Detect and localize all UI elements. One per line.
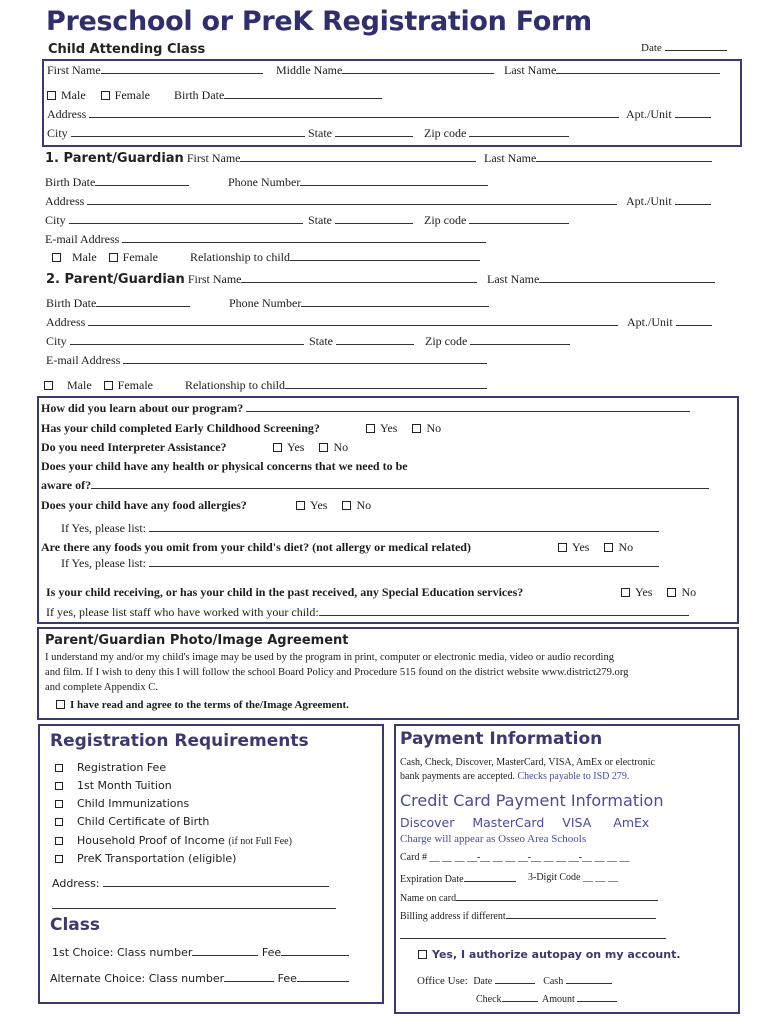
- checkbox-icon[interactable]: [55, 855, 63, 863]
- photo-heading: Parent/Guardian Photo/Image Agreement: [45, 633, 349, 648]
- parent1-zip-field[interactable]: Zip code: [424, 213, 569, 228]
- no-checkbox[interactable]: [342, 501, 351, 510]
- autopay-checkbox[interactable]: Yes, I authorize autopay on my account.: [418, 948, 681, 961]
- no-checkbox[interactable]: [604, 543, 613, 552]
- ec-screening-options[interactable]: Yes No: [366, 421, 441, 436]
- req-item[interactable]: Child Certificate of Birth: [55, 815, 209, 828]
- female-checkbox[interactable]: [104, 381, 113, 390]
- parent2-email-field[interactable]: E-mail Address: [46, 353, 487, 368]
- parent1-phone-field[interactable]: Phone Number: [228, 175, 488, 190]
- parent2-relationship-field[interactable]: Relationship to child: [185, 378, 487, 393]
- checkbox-icon[interactable]: [55, 837, 63, 845]
- child-gender[interactable]: Male Female: [47, 88, 150, 103]
- male-checkbox[interactable]: [47, 91, 56, 100]
- parent2-last-name-field[interactable]: Last Name: [487, 272, 715, 287]
- amex-label: AmEx: [613, 815, 650, 830]
- child-last-name-field[interactable]: Last Name: [504, 63, 720, 78]
- req-item[interactable]: Child Immunizations: [55, 797, 189, 810]
- visa-label: VISA: [562, 815, 592, 830]
- child-first-name-field[interactable]: First Name: [47, 63, 263, 78]
- health-question: Does your child have any health or physical concerns that we need to be: [41, 459, 408, 473]
- photo-text-1: I understand my and/or my child's image may be used by the program in print, computer or electronic media, video or audio recording: [45, 652, 615, 663]
- parent1-address-field[interactable]: Address: [45, 194, 617, 209]
- checkbox-icon[interactable]: [55, 782, 63, 790]
- parent1-name-row: 1. Parent/Guardian First Name: [45, 151, 476, 166]
- child-heading: Child Attending Class: [48, 42, 206, 57]
- parent2-name-row: 2. Parent/Guardian First Name: [46, 272, 477, 287]
- yes-checkbox[interactable]: [621, 588, 630, 597]
- payment-methods-2: bank payments are accepted. Checks payable to ISD 279.: [400, 771, 630, 782]
- parent2-city-field[interactable]: City: [46, 334, 304, 349]
- photo-agree-checkbox[interactable]: I have read and agree to the terms of the/Image Agreement.: [56, 699, 349, 711]
- req-item[interactable]: PreK Transportation (eligible): [55, 852, 236, 865]
- health-answer[interactable]: aware of?: [41, 478, 709, 493]
- special-ed-options[interactable]: Yes No: [621, 585, 696, 600]
- date-field[interactable]: Date: [641, 41, 727, 54]
- allergies-question: Does your child have any food allergies?: [41, 498, 247, 512]
- agree-checkbox[interactable]: [56, 700, 65, 709]
- child-state-field[interactable]: State: [308, 126, 413, 141]
- parent1-birth-date-field[interactable]: Birth Date: [45, 175, 189, 190]
- payment-heading: Payment Information: [400, 729, 603, 749]
- omit-foods-options[interactable]: Yes No: [558, 540, 633, 555]
- allergies-options[interactable]: Yes No: [296, 498, 371, 513]
- parent2-phone-field[interactable]: Phone Number: [229, 296, 489, 311]
- parent1-relationship-field[interactable]: Relationship to child: [190, 250, 480, 265]
- name-on-card-field[interactable]: Name on card: [400, 891, 658, 904]
- child-middle-name-field[interactable]: Middle Name: [276, 63, 494, 78]
- billing-field[interactable]: Billing address if different: [400, 909, 656, 922]
- child-apt-field[interactable]: Apt./Unit: [626, 107, 711, 122]
- parent2-zip-field[interactable]: Zip code: [425, 334, 570, 349]
- yes-checkbox[interactable]: [558, 543, 567, 552]
- interpreter-question: Do you need Interpreter Assistance?: [41, 440, 227, 454]
- payable-note: Checks payable to ISD 279.: [517, 771, 630, 782]
- office-use-row: Office Use: Date Cash: [417, 974, 612, 987]
- parent2-state-field[interactable]: State: [309, 334, 414, 349]
- req-item[interactable]: Registration Fee: [55, 761, 166, 774]
- cc-heading: Credit Card Payment Information: [400, 791, 664, 810]
- requirements-heading: Registration Requirements: [50, 731, 309, 751]
- yes-checkbox[interactable]: [366, 424, 375, 433]
- child-birth-date-field[interactable]: Birth Date: [174, 88, 382, 103]
- parent2-apt-field[interactable]: Apt./Unit: [627, 315, 712, 330]
- req-item[interactable]: 1st Month Tuition: [55, 779, 172, 792]
- no-checkbox[interactable]: [412, 424, 421, 433]
- parent2-gender[interactable]: Male Female: [44, 378, 153, 393]
- class-alt-choice[interactable]: Alternate Choice: Class number Fee: [50, 972, 349, 985]
- learn-question[interactable]: How did you learn about our program?: [41, 401, 690, 416]
- expiration-field[interactable]: Expiration Date: [400, 872, 516, 885]
- parent1-state-field[interactable]: State: [308, 213, 413, 228]
- class-first-choice[interactable]: 1st Choice: Class number Fee: [52, 946, 349, 959]
- discover-label: Discover: [400, 815, 455, 830]
- special-ed-question: Is your child receiving, or has your child in the past received, any Special Education services?: [46, 585, 524, 599]
- parent2-address-field[interactable]: Address: [46, 315, 618, 330]
- checkbox-icon[interactable]: [55, 818, 63, 826]
- parent1-email-field[interactable]: E-mail Address: [45, 232, 486, 247]
- omit-foods-list-field[interactable]: If Yes, please list:: [61, 556, 659, 571]
- parent1-gender[interactable]: Male Female: [52, 250, 158, 265]
- child-city-field[interactable]: City: [47, 126, 305, 141]
- ec-screening-question: Has your child completed Early Childhood Screening?: [41, 421, 320, 435]
- req-address-line2[interactable]: [52, 898, 336, 913]
- parent1-city-field[interactable]: City: [45, 213, 303, 228]
- charge-note: Charge will appear as Osseo Area Schools: [400, 833, 587, 845]
- photo-text-3: and complete Appendix C.: [45, 682, 158, 693]
- autopay-box[interactable]: [418, 950, 427, 959]
- req-item[interactable]: Household Proof of Income (if not Full Fee): [55, 834, 292, 847]
- parent1-apt-field[interactable]: Apt./Unit: [626, 194, 711, 209]
- parent2-birth-date-field[interactable]: Birth Date: [46, 296, 190, 311]
- yes-checkbox[interactable]: [273, 443, 282, 452]
- child-address-field[interactable]: Address: [47, 107, 619, 122]
- male-checkbox[interactable]: [52, 253, 61, 262]
- female-checkbox[interactable]: [101, 91, 110, 100]
- yes-checkbox[interactable]: [296, 501, 305, 510]
- interpreter-options[interactable]: Yes No: [273, 440, 348, 455]
- no-checkbox[interactable]: [319, 443, 328, 452]
- allergies-list-field[interactable]: If Yes, please list:: [61, 521, 659, 536]
- payment-methods-1: Cash, Check, Discover, MasterCard, VISA, AmEx or electronic: [400, 757, 655, 768]
- card-brands: [400, 815, 649, 830]
- page-title: Preschool or PreK Registration Form: [46, 6, 592, 37]
- male-checkbox[interactable]: [44, 381, 53, 390]
- female-checkbox[interactable]: [109, 253, 118, 262]
- card-number-field[interactable]: Card # __ __ __ __-__ __ __ __-__ __ __ __-__ __ __ __: [400, 852, 630, 863]
- checkbox-icon[interactable]: [55, 764, 63, 772]
- child-zip-field[interactable]: Zip code: [424, 126, 569, 141]
- no-checkbox[interactable]: [667, 588, 676, 597]
- office-use-row2: Check Amount: [476, 992, 617, 1005]
- checkbox-icon[interactable]: [55, 800, 63, 808]
- photo-text-2: and film. If I wish to deny this I will follow the school Board Policy and Procedure 515 found on the district website www.district279.org: [45, 667, 629, 678]
- mastercard-label: MasterCard: [472, 815, 545, 830]
- req-address-field[interactable]: Address:: [52, 877, 329, 890]
- class-heading: Class: [50, 915, 101, 935]
- cvv-field[interactable]: 3-Digit Code __ __ __: [528, 872, 618, 883]
- staff-list-field[interactable]: If yes, please list staff who have worked with your child:: [46, 605, 689, 620]
- omit-foods-question: Are there any foods you omit from your child's diet? (not allergy or medical related): [41, 540, 471, 554]
- billing-line2[interactable]: [400, 928, 666, 943]
- parent1-last-name-field[interactable]: Last Name: [484, 151, 712, 166]
